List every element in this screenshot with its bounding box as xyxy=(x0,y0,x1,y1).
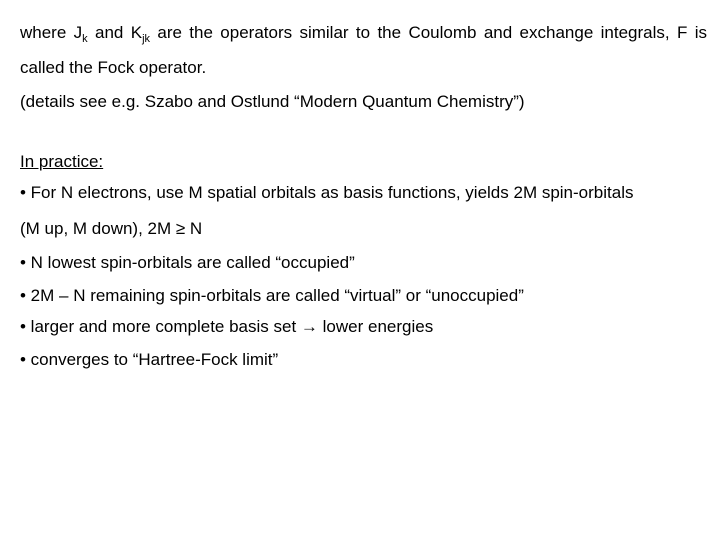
bullet-electrons-orbitals: • For N electrons, use M spatial orbitals as basis functions, yields 2M spin-orbitals xyxy=(20,183,634,202)
section-heading: In practice: xyxy=(20,152,104,171)
exchange-subscript: jk xyxy=(142,33,151,45)
operators-prefix: where J xyxy=(20,23,83,42)
text-line-fock-operator: called the Fock operator. xyxy=(20,58,207,77)
bullet-hartree-fock-limit: • converges to “Hartree-Fock limit” xyxy=(20,350,279,369)
coulomb-subscript: k xyxy=(82,33,88,45)
operators-middle: and K xyxy=(87,23,143,42)
bullet-basis-set: • larger and more complete basis set → lower energies xyxy=(20,317,434,336)
bullet-virtual: • 2M – N remaining spin-orbitals are called “virtual” or “unoccupied” xyxy=(20,286,524,305)
reference-note: (details see e.g. Szabo and Ostlund “Modern Quantum Chemistry”) xyxy=(20,92,525,111)
bullet-continuation-spin: (M up, M down), 2M ≥ N xyxy=(20,219,203,238)
text-line-operators xyxy=(20,23,707,43)
operators-suffix: are the operators similar to the Coulomb and exchange integrals, F is xyxy=(150,23,707,42)
bullet-occupied: • N lowest spin-orbitals are called “occupied” xyxy=(20,253,355,272)
